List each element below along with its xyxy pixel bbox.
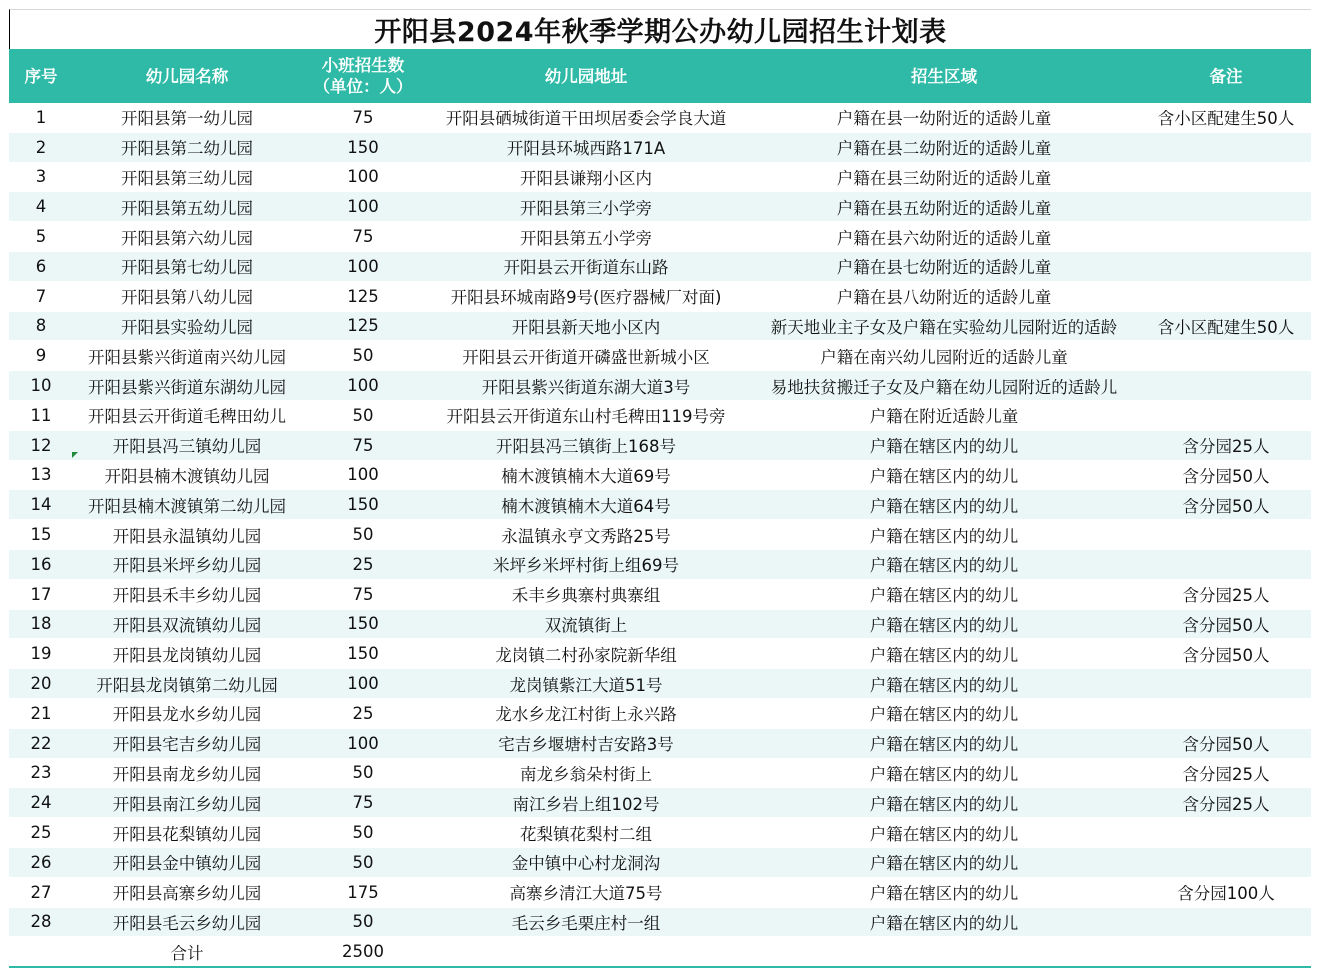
- cell-addr[interactable]: 双流镇街上: [425, 609, 747, 639]
- cell-num[interactable]: 75: [301, 430, 425, 460]
- cell-total-label[interactable]: 合计: [73, 937, 301, 967]
- header-num-line1: 小班招生数: [321, 56, 405, 75]
- cell-remark[interactable]: 含分园25人: [1141, 430, 1311, 460]
- cell-name[interactable]: 开阳县第一幼儿园: [73, 103, 301, 132]
- cell-remark[interactable]: 含分园25人: [1141, 579, 1311, 609]
- table-body: [9, 103, 1311, 967]
- cell-no[interactable]: 5: [9, 222, 73, 252]
- cell-name[interactable]: 开阳县第六幼儿园: [73, 222, 301, 252]
- cell-name[interactable]: 开阳县龙岗镇第二幼儿园: [73, 669, 301, 699]
- cell-name[interactable]: 开阳县南龙乡幼儿园: [73, 758, 301, 788]
- cell-name[interactable]: 开阳县高寨乡幼儿园: [73, 877, 301, 907]
- cell-name[interactable]: 开阳县双流镇幼儿园: [73, 609, 301, 639]
- cell-remark[interactable]: [1141, 222, 1311, 252]
- cell-remark[interactable]: 含分园50人: [1141, 490, 1311, 520]
- cell-total-num[interactable]: 2500: [301, 937, 425, 967]
- cell-area[interactable]: 户籍在辖区内的幼儿: [747, 847, 1141, 877]
- cell-addr[interactable]: 开阳县环城南路9号(医疗器械厂对面): [425, 281, 747, 311]
- table-row: [9, 698, 1311, 728]
- cell-no[interactable]: 8: [9, 311, 73, 341]
- cell-name[interactable]: 开阳县花梨镇幼儿园: [73, 818, 301, 848]
- cell-no[interactable]: 22: [9, 728, 73, 758]
- cell-name[interactable]: 开阳县紫兴街道东湖幼儿园: [73, 371, 301, 401]
- table-row: [9, 490, 1311, 520]
- cell-num[interactable]: 50: [301, 847, 425, 877]
- cell-remark[interactable]: [1141, 162, 1311, 192]
- cell-remark[interactable]: 含分园50人: [1141, 728, 1311, 758]
- cell-remark[interactable]: 含分园50人: [1141, 639, 1311, 669]
- cell-area[interactable]: 户籍在辖区内的幼儿: [747, 907, 1141, 937]
- cell-name[interactable]: 开阳县毛云乡幼儿园: [73, 907, 301, 937]
- cell-no[interactable]: 19: [9, 639, 73, 669]
- cell-remark[interactable]: [1141, 341, 1311, 371]
- cell-area[interactable]: 户籍在辖区内的幼儿: [747, 728, 1141, 758]
- cell-remark[interactable]: 含分园25人: [1141, 758, 1311, 788]
- cell-no[interactable]: 7: [9, 281, 73, 311]
- cell-name[interactable]: 开阳县南江乡幼儿园: [73, 788, 301, 818]
- cell-remark[interactable]: 含分园50人: [1141, 609, 1311, 639]
- cell-area[interactable]: 户籍在辖区内的幼儿: [747, 669, 1141, 699]
- table-row: [9, 788, 1311, 818]
- table-row: [9, 430, 1311, 460]
- total-row: [9, 937, 1311, 967]
- cell-name[interactable]: 开阳县龙水乡幼儿园: [73, 698, 301, 728]
- cell-area[interactable]: 户籍在辖区内的幼儿: [747, 758, 1141, 788]
- cell-addr[interactable]: 禾丰乡典寨村典寨组: [425, 579, 747, 609]
- sheet-title: 开阳县2024年秋季学期公办幼儿园招生计划表: [9, 9, 1311, 49]
- cell-num[interactable]: 100: [301, 728, 425, 758]
- table-row: [9, 847, 1311, 877]
- cell-name[interactable]: 开阳县楠木渡镇幼儿园: [73, 460, 301, 490]
- cell-no[interactable]: 10: [9, 371, 73, 401]
- cell-num[interactable]: 75: [301, 103, 425, 132]
- table-row: [9, 758, 1311, 788]
- cell-num[interactable]: 50: [301, 907, 425, 937]
- cell-name[interactable]: 开阳县禾丰乡幼儿园: [73, 579, 301, 609]
- cell-addr[interactable]: 开阳县云开街道开磷盛世新城小区: [425, 341, 747, 371]
- cell-area[interactable]: 户籍在辖区内的幼儿: [747, 490, 1141, 520]
- cell-remark[interactable]: [1141, 251, 1311, 281]
- cell-area[interactable]: 新天地业主子女及户籍在实验幼儿园附近的适龄: [747, 311, 1141, 341]
- cell-num[interactable]: 150: [301, 132, 425, 162]
- cell-total-blank[interactable]: [9, 937, 73, 967]
- cell-addr[interactable]: 毛云乡毛栗庄村一组: [425, 907, 747, 937]
- cell-addr[interactable]: 花梨镇花梨村二组: [425, 818, 747, 848]
- cell-name[interactable]: 开阳县第三幼儿园: [73, 162, 301, 192]
- cell-name[interactable]: 开阳县第八幼儿园: [73, 281, 301, 311]
- cell-no[interactable]: 27: [9, 877, 73, 907]
- cell-area[interactable]: 户籍在南兴幼儿园附近的适龄儿童: [747, 341, 1141, 371]
- cell-area[interactable]: 易地扶贫搬迁子女及户籍在幼儿园附近的适龄儿: [747, 371, 1141, 401]
- table-row: [9, 877, 1311, 907]
- cell-area[interactable]: 户籍在县八幼附近的适龄儿童: [747, 281, 1141, 311]
- cell-name[interactable]: 开阳县龙岗镇幼儿园: [73, 639, 301, 669]
- cell-total-blank[interactable]: [747, 937, 1141, 967]
- cell-area[interactable]: 户籍在辖区内的幼儿: [747, 639, 1141, 669]
- cell-addr[interactable]: 南江乡岩上组102号: [425, 788, 747, 818]
- cell-area[interactable]: 户籍在辖区内的幼儿: [747, 788, 1141, 818]
- cell-addr[interactable]: 龙岗镇紫江大道51号: [425, 669, 747, 699]
- cell-name[interactable]: 开阳县米坪乡幼儿园: [73, 549, 301, 579]
- header-remark[interactable]: 备注: [1141, 49, 1311, 103]
- cell-name[interactable]: 开阳县金中镇幼儿园: [73, 847, 301, 877]
- cell-addr[interactable]: 开阳县硒城街道干田坝居委会学良大道: [425, 103, 747, 132]
- cell-num[interactable]: 100: [301, 251, 425, 281]
- cell-area[interactable]: 户籍在辖区内的幼儿: [747, 579, 1141, 609]
- cell-no[interactable]: 17: [9, 579, 73, 609]
- table-row: [9, 728, 1311, 758]
- table-row: [9, 818, 1311, 848]
- cell-num[interactable]: 50: [301, 758, 425, 788]
- cell-name[interactable]: 开阳县永温镇幼儿园: [73, 520, 301, 550]
- cell-no[interactable]: 3: [9, 162, 73, 192]
- cell-area[interactable]: 户籍在辖区内的幼儿: [747, 549, 1141, 579]
- table-row: [9, 460, 1311, 490]
- cell-name[interactable]: 开阳县第二幼儿园: [73, 132, 301, 162]
- cell-remark[interactable]: 含小区配建生50人: [1141, 311, 1311, 341]
- cell-num[interactable]: 100: [301, 192, 425, 222]
- cell-addr[interactable]: 开阳县冯三镇街上168号: [425, 430, 747, 460]
- cell-num[interactable]: 100: [301, 371, 425, 401]
- cell-no[interactable]: 20: [9, 669, 73, 699]
- cell-num[interactable]: 25: [301, 698, 425, 728]
- cell-no[interactable]: 28: [9, 907, 73, 937]
- cell-remark[interactable]: [1141, 669, 1311, 699]
- cell-num[interactable]: 25: [301, 549, 425, 579]
- cell-addr[interactable]: 楠木渡镇楠木大道64号: [425, 490, 747, 520]
- cell-total-blank[interactable]: [1141, 937, 1311, 967]
- cell-no[interactable]: 24: [9, 788, 73, 818]
- cell-remark[interactable]: [1141, 907, 1311, 937]
- cell-remark[interactable]: [1141, 371, 1311, 401]
- cell-no[interactable]: 18: [9, 609, 73, 639]
- cell-name[interactable]: 开阳县实验幼儿园: [73, 311, 301, 341]
- table-row: [9, 281, 1311, 311]
- cell-num[interactable]: 150: [301, 490, 425, 520]
- header-row: [9, 49, 1311, 103]
- cell-no[interactable]: 26: [9, 847, 73, 877]
- cell-area[interactable]: 户籍在辖区内的幼儿: [747, 698, 1141, 728]
- cell-addr[interactable]: 龙水乡龙江村街上永兴路: [425, 698, 747, 728]
- table-row: [9, 341, 1311, 371]
- cell-num[interactable]: 100: [301, 669, 425, 699]
- cell-no[interactable]: 14: [9, 490, 73, 520]
- cell-no[interactable]: 16: [9, 549, 73, 579]
- cell-area[interactable]: 户籍在辖区内的幼儿: [747, 877, 1141, 907]
- cell-addr[interactable]: 开阳县第三小学旁: [425, 192, 747, 222]
- cell-remark[interactable]: 含分园25人: [1141, 788, 1311, 818]
- cell-no[interactable]: 9: [9, 341, 73, 371]
- cell-num[interactable]: 100: [301, 460, 425, 490]
- cell-addr[interactable]: 米坪乡米坪村街上组69号: [425, 549, 747, 579]
- cell-num[interactable]: 75: [301, 222, 425, 252]
- cell-remark[interactable]: [1141, 520, 1311, 550]
- cell-remark[interactable]: [1141, 549, 1311, 579]
- cell-num[interactable]: 100: [301, 162, 425, 192]
- table-row: [9, 549, 1311, 579]
- cell-remark[interactable]: [1141, 818, 1311, 848]
- cell-remark[interactable]: [1141, 698, 1311, 728]
- table-row: [9, 132, 1311, 162]
- cell-num[interactable]: 75: [301, 579, 425, 609]
- table-row: [9, 371, 1311, 401]
- cell-no[interactable]: 25: [9, 818, 73, 848]
- cell-area[interactable]: 户籍在附近适龄儿童: [747, 400, 1141, 430]
- cell-name[interactable]: 开阳县第七幼儿园: [73, 251, 301, 281]
- cell-num[interactable]: 175: [301, 877, 425, 907]
- cell-addr[interactable]: 开阳县新天地小区内: [425, 311, 747, 341]
- table-row: [9, 579, 1311, 609]
- cell-addr[interactable]: 开阳县环城西路171A: [425, 132, 747, 162]
- cell-addr[interactable]: 南龙乡翁朵村街上: [425, 758, 747, 788]
- cell-area[interactable]: 户籍在辖区内的幼儿: [747, 430, 1141, 460]
- cell-num[interactable]: 150: [301, 609, 425, 639]
- cell-area[interactable]: 户籍在县一幼附近的适龄儿童: [747, 103, 1141, 132]
- table-row: [9, 400, 1311, 430]
- cell-addr[interactable]: 龙岗镇二村孙家院新华组: [425, 639, 747, 669]
- table-row: [9, 222, 1311, 252]
- cell-num[interactable]: 75: [301, 788, 425, 818]
- cell-area[interactable]: 户籍在县五幼附近的适龄儿童: [747, 192, 1141, 222]
- header-no[interactable]: 序号: [9, 49, 73, 103]
- header-addr[interactable]: 幼儿园地址: [425, 49, 747, 103]
- cell-no[interactable]: 12: [9, 430, 73, 460]
- cell-num[interactable]: 125: [301, 311, 425, 341]
- cell-remark[interactable]: 含小区配建生50人: [1141, 103, 1311, 132]
- cell-addr[interactable]: 宅吉乡堰塘村吉安路3号: [425, 728, 747, 758]
- cell-addr[interactable]: 金中镇中心村龙洞沟: [425, 847, 747, 877]
- cell-area[interactable]: 户籍在辖区内的幼儿: [747, 818, 1141, 848]
- cell-num[interactable]: 50: [301, 520, 425, 550]
- cell-addr[interactable]: 永温镇永亨文秀路25号: [425, 520, 747, 550]
- cell-remark[interactable]: [1141, 281, 1311, 311]
- cell-name[interactable]: 开阳县第五幼儿园: [73, 192, 301, 222]
- cell-no[interactable]: 11: [9, 400, 73, 430]
- cell-addr[interactable]: 高寨乡清江大道75号: [425, 877, 747, 907]
- cell-num[interactable]: 50: [301, 400, 425, 430]
- cell-remark[interactable]: [1141, 847, 1311, 877]
- cell-addr[interactable]: 开阳县云开街道东山路: [425, 251, 747, 281]
- cell-name[interactable]: 开阳县冯三镇幼儿园: [73, 430, 301, 460]
- table-row: [9, 609, 1311, 639]
- table-row: [9, 192, 1311, 222]
- cell-no[interactable]: 6: [9, 251, 73, 281]
- cell-num[interactable]: 50: [301, 341, 425, 371]
- table-row: [9, 311, 1311, 341]
- header-name[interactable]: 幼儿园名称: [73, 49, 301, 103]
- header-area[interactable]: 招生区域: [747, 49, 1141, 103]
- cell-area[interactable]: 户籍在辖区内的幼儿: [747, 460, 1141, 490]
- cell-area[interactable]: 户籍在县三幼附近的适龄儿童: [747, 162, 1141, 192]
- table-row: [9, 907, 1311, 937]
- cell-name[interactable]: 开阳县宅吉乡幼儿园: [73, 728, 301, 758]
- cell-area[interactable]: 户籍在辖区内的幼儿: [747, 520, 1141, 550]
- cell-num[interactable]: 50: [301, 818, 425, 848]
- table-row: [9, 251, 1311, 281]
- table-row: [9, 669, 1311, 699]
- cell-area[interactable]: 户籍在县二幼附近的适龄儿童: [747, 132, 1141, 162]
- table-row: [9, 520, 1311, 550]
- cell-name[interactable]: 开阳县紫兴街道南兴幼儿园: [73, 341, 301, 371]
- cell-addr[interactable]: 开阳县第五小学旁: [425, 222, 747, 252]
- cell-total-blank[interactable]: [425, 937, 747, 967]
- cell-remark[interactable]: [1141, 400, 1311, 430]
- cell-remark[interactable]: [1141, 132, 1311, 162]
- cell-no[interactable]: 1: [9, 103, 73, 132]
- header-num[interactable]: [301, 49, 425, 103]
- cell-no[interactable]: 15: [9, 520, 73, 550]
- table-row: [9, 162, 1311, 192]
- table-row: [9, 639, 1311, 669]
- cell-remark[interactable]: 含分园100人: [1141, 877, 1311, 907]
- cell-area[interactable]: 户籍在辖区内的幼儿: [747, 609, 1141, 639]
- cell-no[interactable]: 21: [9, 698, 73, 728]
- enrollment-table: [9, 49, 1311, 968]
- cell-remark[interactable]: 含分园50人: [1141, 460, 1311, 490]
- cell-name[interactable]: 开阳县云开街道毛稗田幼儿: [73, 400, 301, 430]
- cell-num[interactable]: 150: [301, 639, 425, 669]
- cell-area[interactable]: 户籍在县七幼附近的适龄儿童: [747, 251, 1141, 281]
- cell-name[interactable]: 开阳县楠木渡镇第二幼儿园: [73, 490, 301, 520]
- header-num-line2: （单位：人）: [313, 77, 413, 96]
- cell-no[interactable]: 23: [9, 758, 73, 788]
- cell-remark[interactable]: [1141, 192, 1311, 222]
- cell-addr[interactable]: 开阳县谦翔小区内: [425, 162, 747, 192]
- cell-no[interactable]: 13: [9, 460, 73, 490]
- cell-num[interactable]: 125: [301, 281, 425, 311]
- cell-addr[interactable]: 开阳县紫兴街道东湖大道3号: [425, 371, 747, 401]
- cell-addr[interactable]: 开阳县云开街道东山村毛稗田119号旁: [425, 400, 747, 430]
- table-row: [9, 103, 1311, 132]
- cell-comment-indicator[interactable]: [72, 452, 78, 458]
- cell-no[interactable]: 4: [9, 192, 73, 222]
- cell-no[interactable]: 2: [9, 132, 73, 162]
- cell-addr[interactable]: 楠木渡镇楠木大道69号: [425, 460, 747, 490]
- cell-area[interactable]: 户籍在县六幼附近的适龄儿童: [747, 222, 1141, 252]
